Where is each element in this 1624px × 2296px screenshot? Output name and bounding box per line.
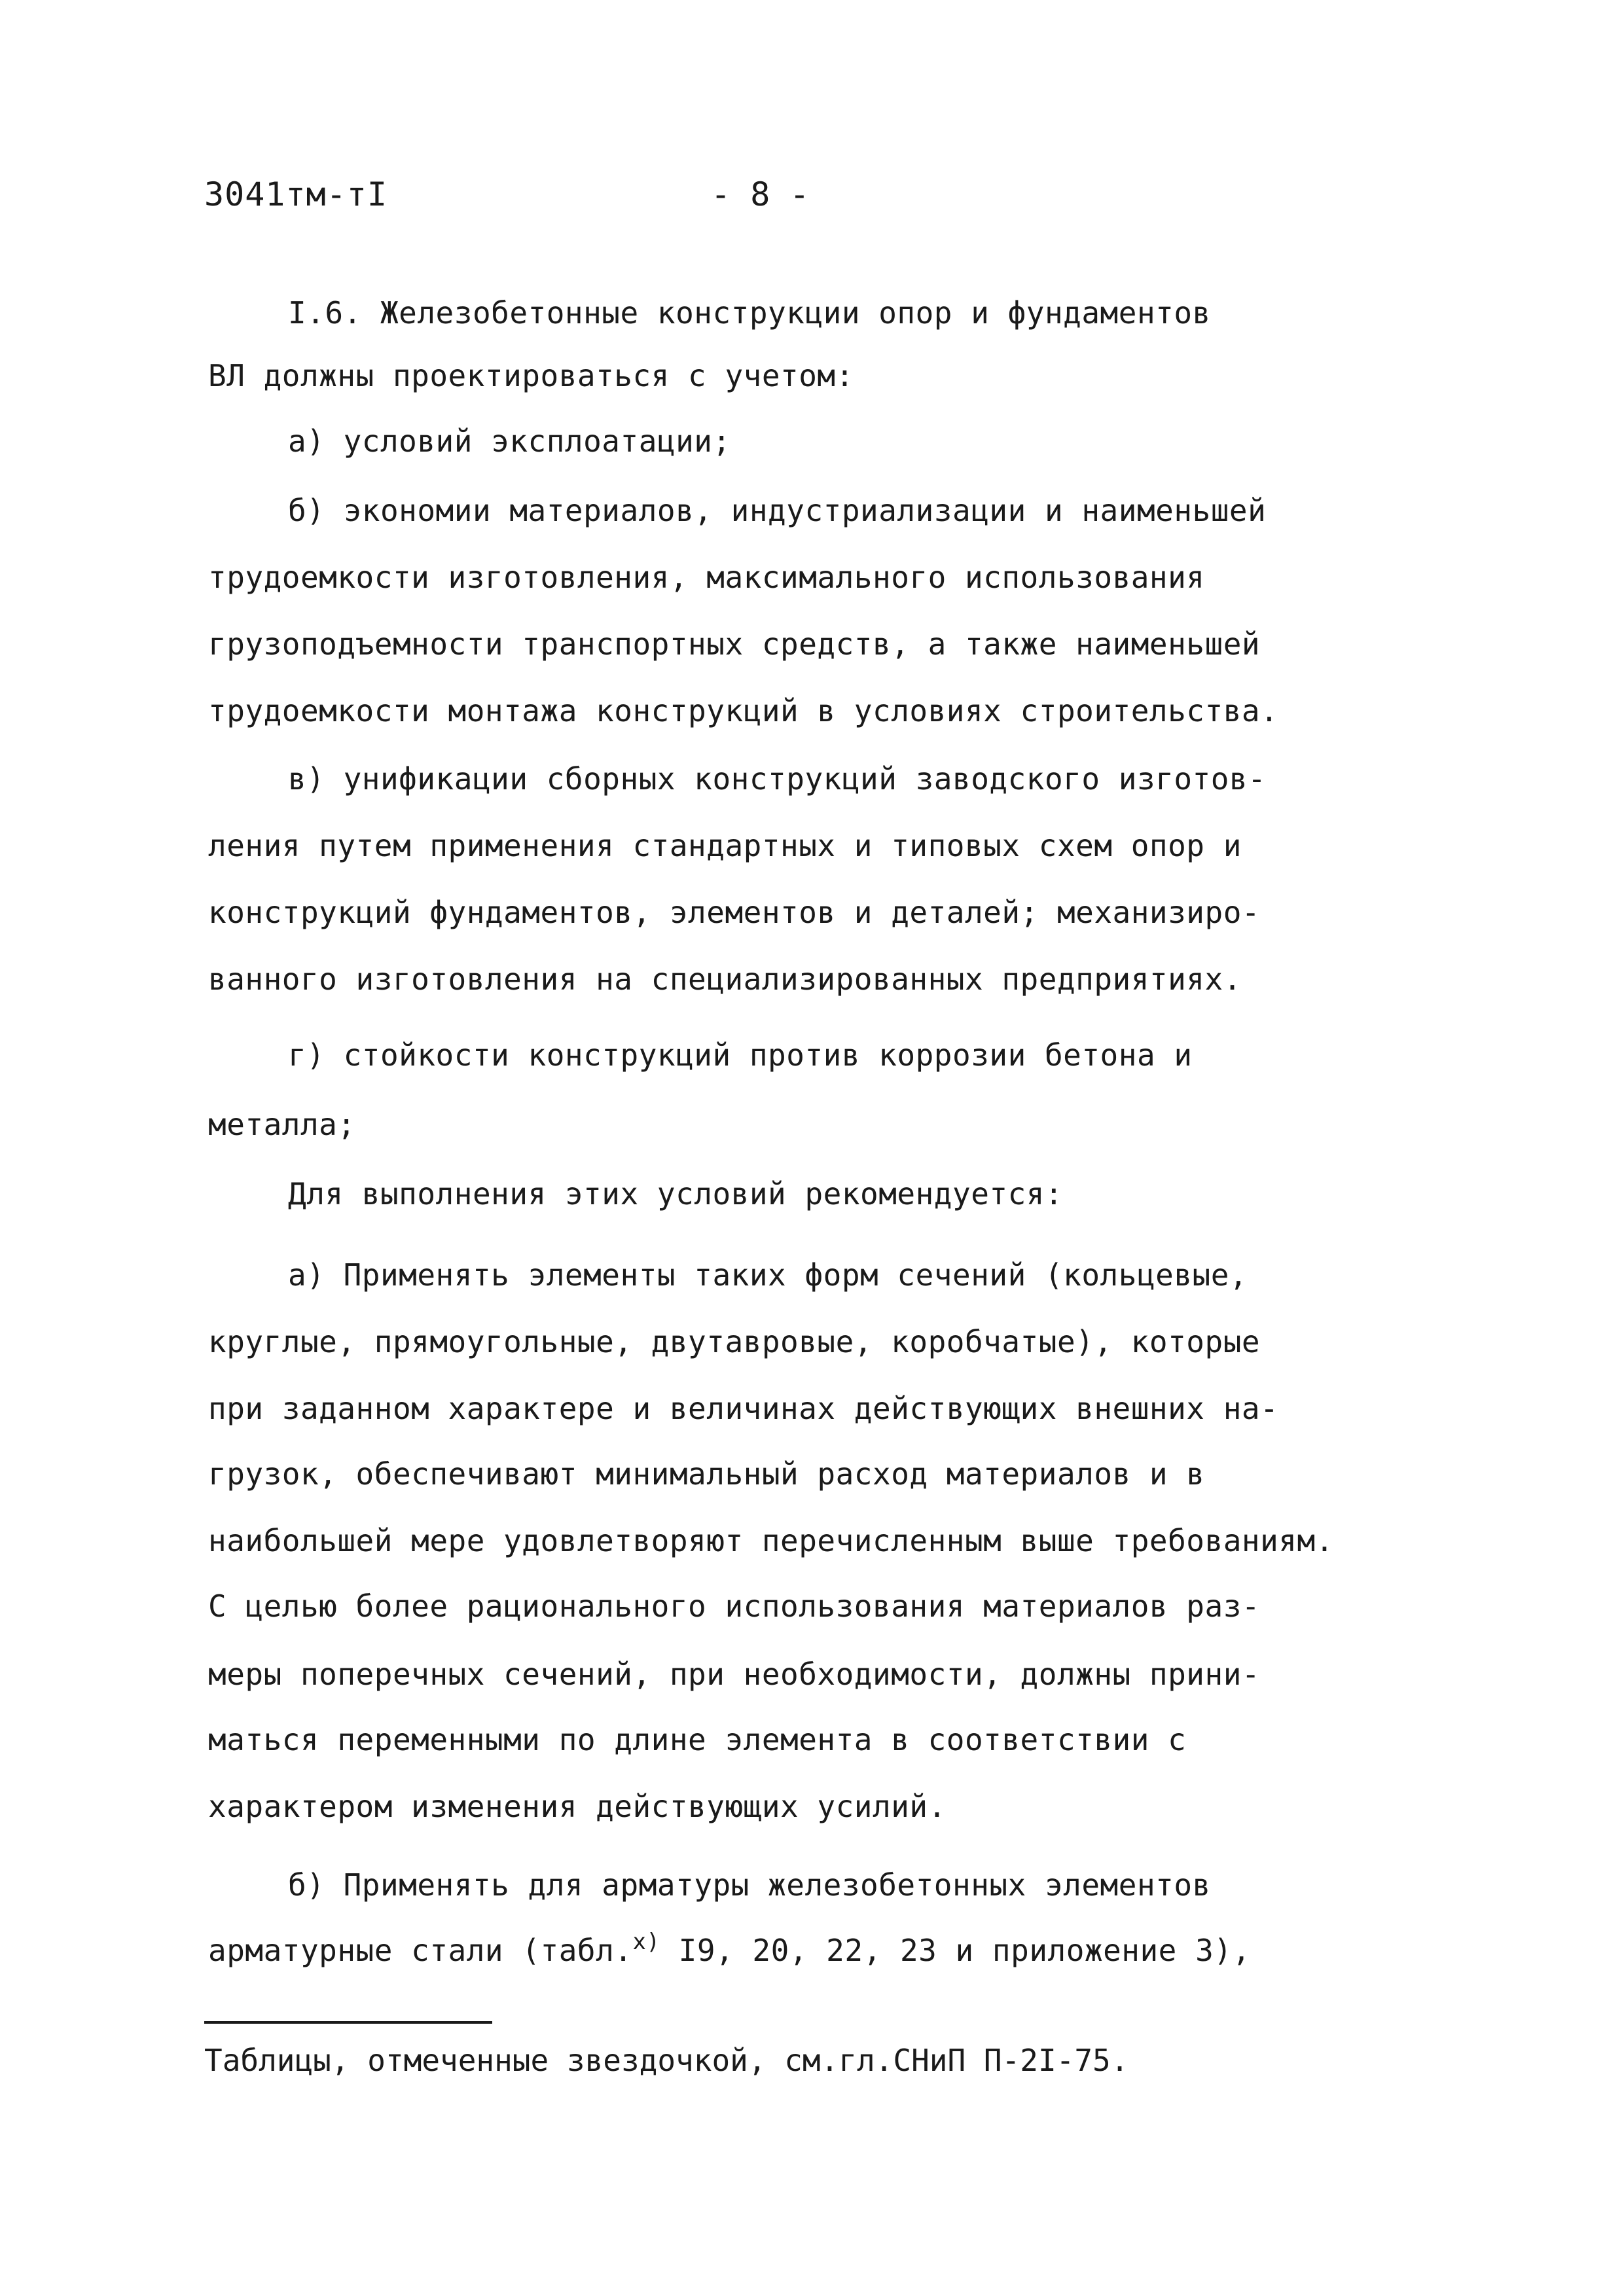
text-line: меры поперечных сечений, при необходимости, должны прини- <box>208 1657 1261 1692</box>
recommendation-heading: Для выполнения этих условий рекомендуется: <box>288 1176 1064 1211</box>
text-line: маться переменными по длине элемента в соответствии с <box>208 1722 1187 1757</box>
text-line <box>208 1931 1251 1970</box>
page-number: - 8 - <box>711 175 810 213</box>
recommendation-b: б) Применять для арматуры железобетонных элементов <box>288 1867 1211 1903</box>
list-item-a: а) условий эксплоатации; <box>288 423 731 459</box>
text-run: I9, 20, 22, 23 и приложение 3), <box>660 1933 1251 1968</box>
text-line: металла; <box>208 1107 356 1142</box>
footnote: Таблицы, отмеченные звездочкой, см.гл.СНиП П-2I-75. <box>204 2043 1129 2078</box>
text-line: трудоемкости изготовления, максимального использования <box>208 560 1205 595</box>
text-line: С целью более рационального использования материалов раз- <box>208 1588 1261 1624</box>
recommendation-a: а) Применять элементы таких форм сечений (кольцевые, <box>288 1257 1248 1293</box>
text-run: арматурные стали (табл. <box>208 1933 633 1968</box>
text-line: конструкций фундаментов, элементов и деталей; механизиро- <box>208 895 1261 930</box>
document-code: 3041тм-тI <box>204 175 388 213</box>
text-line: трудоемкости монтажа конструкций в условиях строительства. <box>208 693 1279 728</box>
text-line: ВЛ должны проектироваться с учетом: <box>208 358 854 393</box>
list-item-g: г) стойкости конструкций против коррозии бетона и <box>288 1037 1193 1073</box>
text-line: ления путем применения стандартных и типовых схем опор и <box>208 828 1242 863</box>
text-line: характером изменения действующих усилий. <box>208 1789 947 1824</box>
list-item-b: б) экономии материалов, индустриализации и наименьшей <box>288 493 1267 528</box>
footnote-marker: x) <box>632 1929 660 1955</box>
text-line: грузоподъемности транспортных средств, а также наименьшей <box>208 626 1261 662</box>
text-line: наибольшей мере удовлетворяют перечисленным выше требованиям. <box>208 1523 1334 1558</box>
text-line: грузок, обеспечивают минимальный расход материалов и в <box>208 1456 1205 1492</box>
text-line: при заданном характере и величинах действующих внешних на- <box>208 1391 1279 1426</box>
text-line: ванного изготовления на специализированных предприятиях. <box>208 961 1242 997</box>
list-item-v: в) унификации сборных конструкций заводского изготов- <box>288 761 1267 797</box>
text-line: круглые, прямоугольные, двутавровые, коробчатые), которые <box>208 1324 1261 1359</box>
text-line: I.6. Железобетонные конструкции опор и фундаментов <box>288 295 1211 331</box>
footnote-divider <box>204 2021 492 2024</box>
